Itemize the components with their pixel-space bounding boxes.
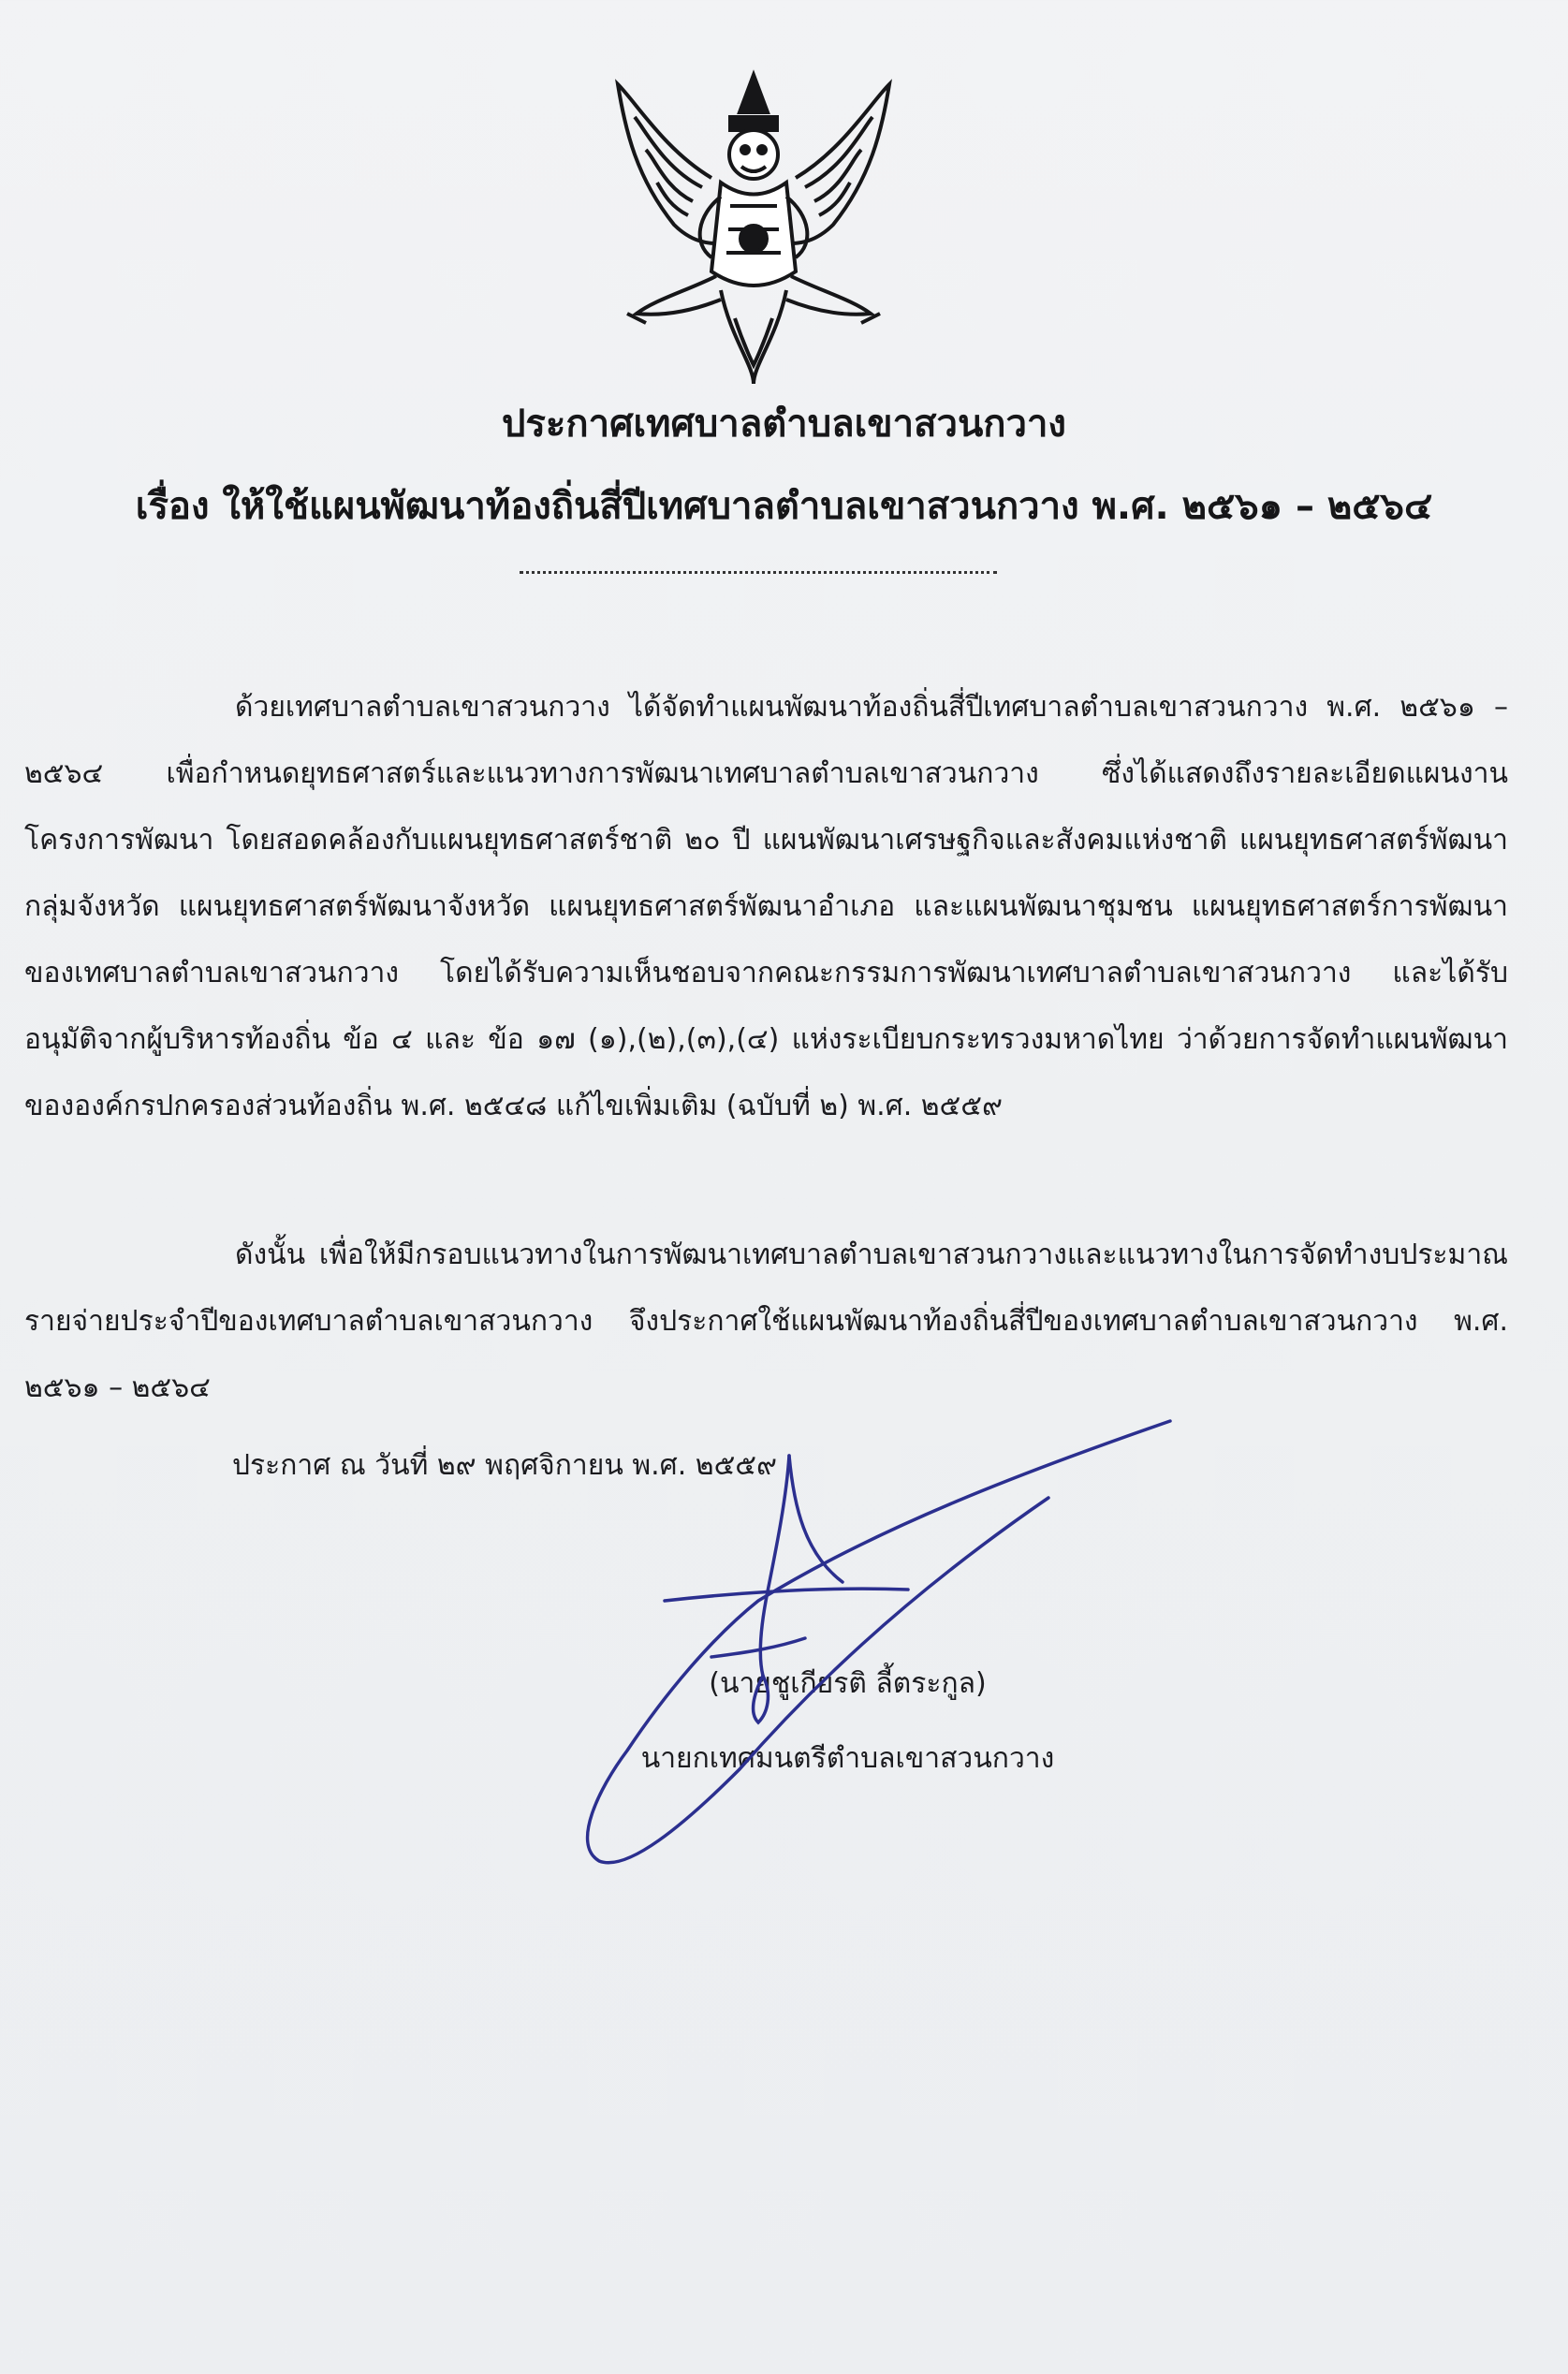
document-heading: ประกาศเทศบาลตำบลเขาสวนกวาง	[502, 403, 1066, 446]
announcement-date: ประกาศ ณ วันที่ ๒๙ พฤศจิกายน พ.ศ. ๒๕๕๙	[232, 1449, 777, 1482]
separator-dotted-line	[520, 571, 997, 574]
signer-title: นายกเทศมนตรีตำบลเขาสวนกวาง	[640, 1742, 1055, 1775]
handwritten-signature-icon	[562, 1414, 1180, 1882]
body-paragraph-1: ด้วยเทศบาลตำบลเขาสวนกวาง ได้จัดทำแผนพัฒนาท้องถิ่นสี่ปีเทศบาลตำบลเขาสวนกวาง พ.ศ. ๒๕๖๑ – ๒๕๖๔ เพื่อกำหนดยุทธศาสตร์และแนวทางการพัฒนาเทศบาลตำบลเขาสวนกวาง ซึ่งได้แสดงถึงรายละเอียดแผนงานโครงการพัฒนา โดยสอดคล้องกับแผนยุทธศาสตร์ชาติ ๒๐ ปี แผนพัฒนาเศรษฐกิจและสังคมแห่งชาติ แผนยุทธศาสตร์พัฒนากลุ่มจังหวัด แผนยุทธศาสตร์พัฒนาจังหวัด แผนยุทธศาสตร์พัฒนาอำเภอ และแผนพัฒนาชุมชน แผนยุทธศาสตร์การพัฒนาของเทศบาลตำบลเขาสวนกวาง โดยได้รับความเห็นชอบจากคณะกรรมการพัฒนาเทศบาลตำบลเขาสวนกวาง และได้รับอนุมัติจากผู้บริหารท้องถิ่น ข้อ ๔ และ ข้อ ๑๗ (๑),(๒),(๓),(๔) แห่งระเบียบกระทรวงมหาดไทย ว่าด้วยการจัดทำแผนพัฒนาขององค์กรปกครองส่วนท้องถิ่น พ.ศ. ๒๕๔๘ แก้ไขเพิ่มเติม (ฉบับที่ ๒) พ.ศ. ๒๕๕๙	[24, 691, 1508, 1122]
document-subject: เรื่อง ให้ใช้แผนพัฒนาท้องถิ่นสี่ปีเทศบาลตำบลเขาสวนกวาง พ.ศ. ๒๕๖๑ – ๒๕๖๔	[135, 485, 1433, 528]
body-paragraph-2: ดังนั้น เพื่อให้มีกรอบแนวทางในการพัฒนาเทศบาลตำบลเขาสวนกวางและแนวทางในการจัดทำงบประมาณรายจ่ายประจำปีของเทศบาลตำบลเขาสวนกวาง จึงประกาศใช้แผนพัฒนาท้องถิ่นสี่ปีของเทศบาลตำบลเขาสวนกวาง พ.ศ. ๒๕๖๑ – ๒๕๖๔	[24, 1238, 1508, 1404]
signer-name: (นายชูเกียรติ ลี้ตระกูล)	[709, 1667, 987, 1700]
garuda-emblem-icon	[599, 66, 908, 403]
